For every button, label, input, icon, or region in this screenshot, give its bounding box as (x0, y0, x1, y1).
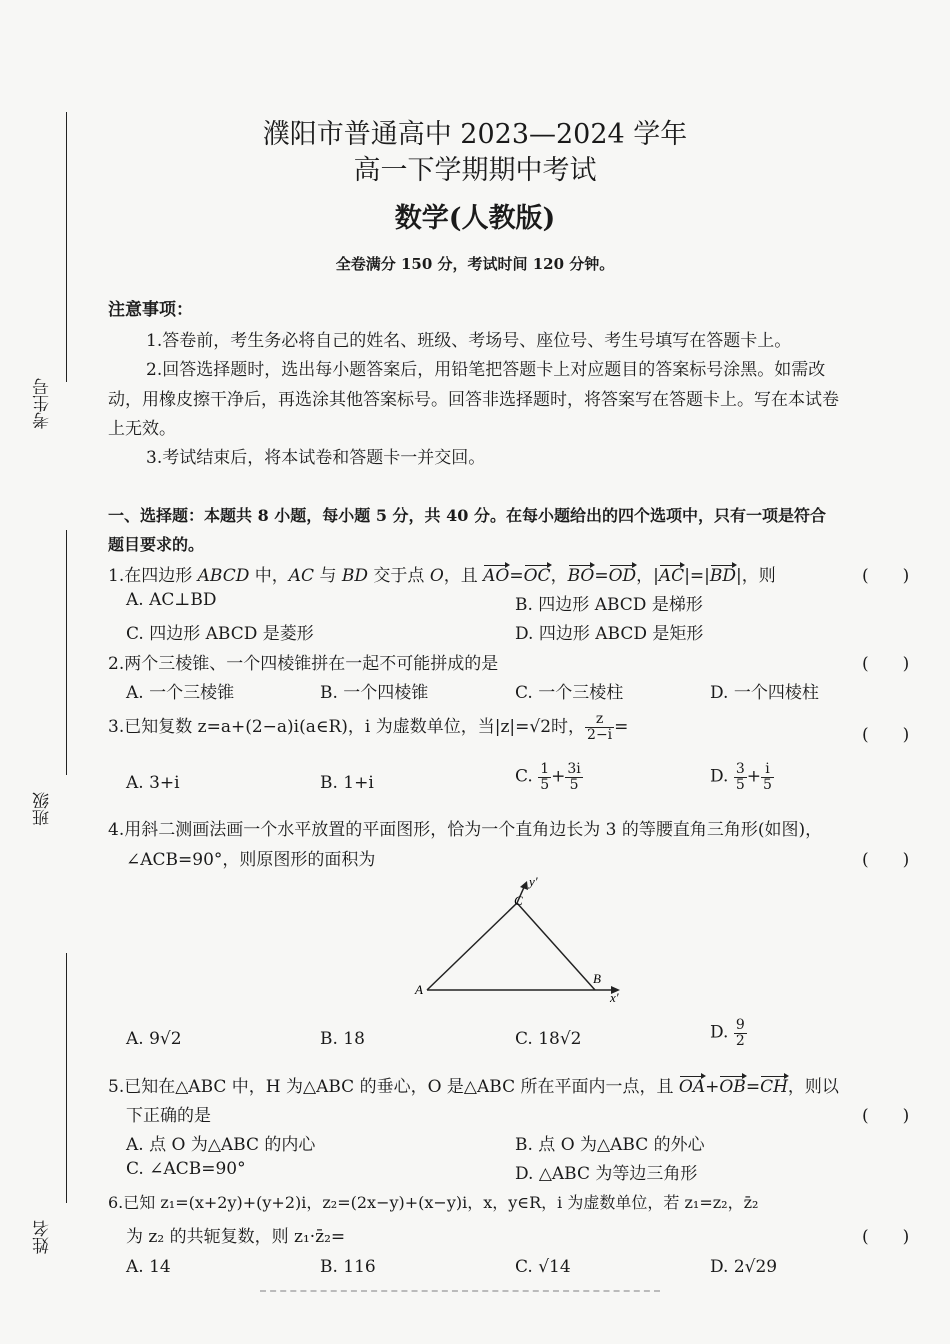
binding-line-mid (66, 530, 67, 775)
q2-option-a: A. 一个三棱锥 (126, 683, 235, 703)
plus: + (746, 766, 762, 787)
q3-option-b: B. 1+i (320, 773, 374, 793)
exam-title-line1: 濮阳市普通高中 2023—2024 学年 (262, 119, 688, 150)
q1-text: ，且 (443, 566, 484, 586)
q3-option-d (710, 762, 774, 792)
frac-den: 5 (569, 776, 579, 793)
q4-option-d (710, 1018, 747, 1048)
plus: + (705, 1077, 720, 1097)
q4-d-frac (734, 1018, 747, 1048)
notice-item-2-line2: 动，用橡皮擦干净后，再选涂其他答案标号。回答非选择题时，将答案写在答题卡上。写在本试卷 (108, 390, 839, 410)
vector-bo: BO (567, 566, 595, 586)
answer-paren-q2: ( ) (862, 654, 910, 674)
exam-subject: 数学(人教版) (394, 203, 556, 234)
page-footer-rule (260, 1290, 660, 1298)
q3-text: 3.已知复数 z=a+(2−a)i(a∈R)，i 为虚数单位，当|z|=√2时， (108, 717, 586, 737)
vector-ch: CH (760, 1077, 788, 1097)
answer-paren-q5: ( ) (862, 1106, 910, 1126)
q3-c-frac1 (538, 762, 551, 792)
q2-option-d: D. 一个四棱柱 (710, 683, 819, 703)
binding-line-bottom (66, 953, 67, 1203)
frac-den: 2 (735, 1032, 745, 1049)
q5-option-c: C. ∠ACB=90° (126, 1159, 246, 1179)
plus: + (551, 766, 566, 787)
frac-num: 9 (735, 1017, 745, 1033)
answer-paren-q6: ( ) (862, 1227, 910, 1247)
q2-option-b: B. 一个四棱锥 (320, 683, 429, 703)
frac-num: 3i (567, 761, 581, 777)
notice-item-2-line3: 上无效。 (108, 419, 176, 439)
q1-option-a: A. AC⊥BD (126, 590, 217, 610)
q3-c-frac2 (565, 762, 582, 792)
q3-frac-den: 2−i (587, 727, 613, 743)
notice-item-1: 1.答卷前，考生务必将自己的姓名、班级、考场号、座位号、考生号填写在答题卡上。 (146, 331, 792, 351)
frac-num: i (761, 762, 774, 778)
vector-oc: OC (523, 566, 551, 586)
question-1-stem (108, 561, 776, 586)
exam-number-label: 考生号 (33, 378, 53, 429)
q3-d-label: D. (710, 766, 729, 787)
vector-od: OD (608, 566, 637, 586)
question-2-stem: 2.两个三棱锥、一个四棱锥拼在一起不可能拼成的是 (108, 654, 499, 674)
q1-abs: |，则 (736, 566, 776, 586)
q1-option-c: C. 四边形 ABCD 是菱形 (126, 624, 314, 644)
question-4-line2: ∠ACB=90°，则原图形的面积为 (126, 850, 376, 870)
q1-o: O (429, 566, 444, 586)
frac-den: 5 (763, 776, 772, 793)
q1-comma: ， (636, 566, 654, 586)
label-y-prime: y′ (529, 874, 538, 889)
q2-option-c: C. 一个三棱柱 (515, 683, 624, 703)
question-5-line2: 下正确的是 (126, 1106, 211, 1126)
score-time-note: 全卷满分 150 分，考试时间 120 分钟。 (335, 255, 615, 273)
q3-d-frac2 (761, 762, 774, 792)
segment-ac (427, 903, 517, 990)
question-5-line1 (108, 1072, 839, 1097)
question-3-stem (108, 712, 628, 743)
vector-ac: AC (658, 566, 685, 586)
q1-text: 交于点 (368, 566, 430, 586)
name-label: 姓名 (33, 1220, 53, 1254)
q1-comma: ， (550, 566, 568, 586)
q1-option-b: B. 四边形 ABCD 是梯形 (515, 595, 703, 615)
q3-c-label: C. (515, 766, 533, 787)
question-6-line2: 为 z₂ 的共轭复数，则 z₁·z̄₂= (126, 1227, 346, 1247)
frac-num: 1 (540, 761, 550, 777)
q4-option-c: C. 18√2 (515, 1029, 582, 1049)
q4-d-label: D. (710, 1022, 729, 1043)
label-x-prime: x′ (610, 990, 619, 1005)
section1-line1: 一、选择题：本题共 8 小题，每小题 5 分，共 40 分。在每小题给出的四个选项中，只有一项是符合 (108, 506, 826, 525)
q1-bd: BD (341, 566, 368, 586)
class-label: 班级 (33, 792, 53, 826)
q6-option-d: D. 2√29 (710, 1257, 778, 1277)
question-4-line1: 4.用斜二测画法画一个水平放置的平面图形，恰为一个直角边长为 3 的等腰直角三角形(如图)， (108, 820, 823, 840)
q3-option-a: A. 3+i (126, 773, 180, 793)
q4-option-b: B. 18 (320, 1029, 365, 1049)
vector-ob: OB (719, 1077, 746, 1097)
q3-frac-num: z (585, 712, 614, 728)
q1-text: 中， (249, 566, 289, 586)
q1-option-d: D. 四边形 ABCD 是矩形 (515, 624, 704, 644)
frac-den: 5 (735, 776, 745, 793)
q1-ac: AC (288, 566, 315, 586)
q3-d-frac1 (734, 762, 747, 792)
frac-den: 5 (540, 776, 550, 793)
section1-line2: 题目要求的。 (108, 535, 205, 554)
q6-option-a: A. 14 (126, 1257, 171, 1277)
exam-title-line2: 高一下学期期中考试 (353, 155, 597, 186)
label-a: A (415, 982, 423, 997)
vector-bd: BD (709, 566, 737, 586)
notice-item-3: 3.考试结束后，将本试卷和答题卡一并交回。 (146, 448, 486, 468)
label-b: B (593, 971, 601, 986)
vector-oa: OA (678, 1077, 706, 1097)
eq: = (745, 1077, 761, 1097)
question-6-line1: 6.已知 z₁=(x+2y)+(y+2)i，z₂=(2x−y)+(x−y)i，x，y∈R，i 为虚数单位，若 z₁=z₂，z̄₂ (108, 1193, 759, 1212)
frac-num: 3 (735, 761, 745, 777)
answer-paren-q1: ( ) (862, 566, 910, 586)
q3-eq: = (614, 717, 629, 737)
q3-option-c (515, 762, 583, 792)
notice-item-2-line1: 2.回答选择题时，选出每小题答案后，用铅笔把答题卡上对应题目的答案标号涂黑。如需改 (146, 360, 826, 380)
q5-option-a: A. 点 O 为△ABC 的内心 (126, 1135, 316, 1155)
q1-text: 1.在四边形 (108, 566, 198, 586)
answer-paren-q3: ( ) (862, 725, 910, 745)
notice-heading: 注意事项： (108, 300, 193, 320)
q1-abcd: ABCD (197, 566, 250, 586)
q1-eq: = (509, 566, 524, 586)
q1-eq: = (594, 566, 609, 586)
q1-abs: |=| (684, 566, 710, 586)
q5-option-d: D. △ABC 为等边三角形 (515, 1164, 698, 1184)
segment-cb (517, 903, 595, 990)
q5-option-b: B. 点 O 为△ABC 的外心 (515, 1135, 705, 1155)
label-c: C (514, 893, 523, 908)
q5-text: ，则以 (787, 1077, 839, 1097)
q6-option-b: B. 116 (320, 1257, 376, 1277)
q4-option-a: A. 9√2 (126, 1029, 182, 1049)
q1-abs: | (653, 566, 659, 586)
q3-fraction (585, 712, 614, 742)
q6-option-c: C. √14 (515, 1257, 571, 1277)
q1-text: 与 (314, 566, 342, 586)
q5-text: 5.已知在△ABC 中，H 为△ABC 的垂心，O 是△ABC 所在平面内一点，且 (108, 1077, 679, 1097)
q4-triangle-figure (405, 870, 645, 1005)
answer-paren-q4: ( ) (862, 850, 910, 870)
vector-ao: AO (483, 566, 510, 586)
